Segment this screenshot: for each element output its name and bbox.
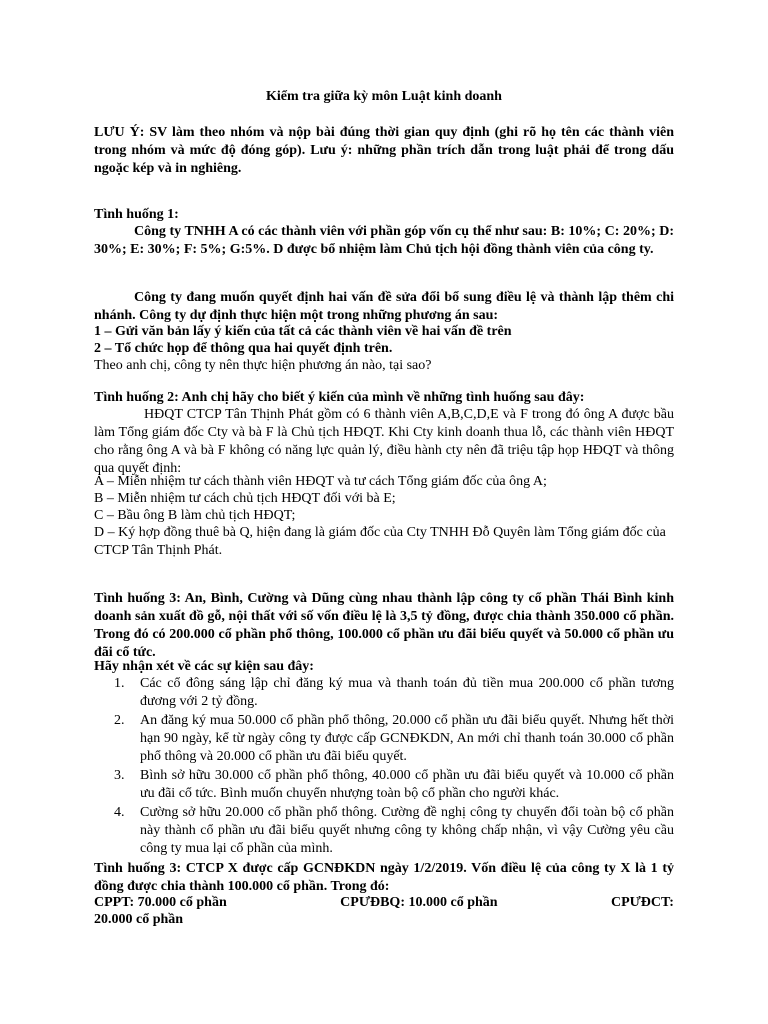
- list-item-text: Cường sở hữu 20.000 cổ phần phổ thông. Cường đề nghị công ty chuyển đổi toàn bộ cổ phần này thành cổ phần ưu đãi biểu quyết nhưng công ty không chấp nhận, vì vậy Cường yêu cầu công ty mua lại cổ phần của mình.: [140, 805, 674, 856]
- situation-1-paragraph-2: Công ty đang muốn quyết định hai vấn đề sửa đổi bổ sung điều lệ và thành lập thêm chi nhánh. Công ty dự định thực hiện một trong những phương án sau:: [94, 290, 674, 323]
- situation-2-item-d: D – Ký hợp đồng thuê bà Q, hiện đang là giám đốc của Cty TNHH Đỗ Quyên làm Tổng giám đốc của CTCP Tân Thịnh Phát.: [94, 525, 666, 558]
- situation-3-prompt: Hãy nhận xét về các sự kiện sau đây:: [94, 659, 314, 674]
- page-title: Kiểm tra giữa kỳ môn Luật kinh doanh: [266, 89, 502, 104]
- list-item: [94, 675, 674, 711]
- list-item-number: 3.: [114, 768, 125, 783]
- list-item-text: An đăng ký mua 50.000 cổ phần phổ thông, 20.000 cổ phần ưu đãi biểu quyết. Nhưng hết thời hạn 90 ngày, kể từ ngày công ty được cấp GCNĐKDN, An mới chỉ thanh toán 30.000 cổ phần phổ thông và 20.000 cổ phần ưu đãi biểu quyết.: [140, 713, 674, 764]
- list-item: [94, 767, 674, 803]
- situation-1-question: Theo anh chị, công ty nên thực hiện phương án nào, tại sao?: [94, 358, 432, 373]
- list-item-number: 2.: [114, 713, 125, 728]
- situation-2-heading: Tình huống 2: Anh chị hãy cho biết ý kiến của mình về những tình huống sau đây:: [94, 390, 585, 405]
- list-item: [94, 804, 674, 858]
- situation-2-item-a: A – Miễn nhiệm tư cách thành viên HĐQT và tư cách Tổng giám đốc của ông A;: [94, 474, 547, 489]
- situation-2-item-b: B – Miễn nhiệm tư cách chủ tịch HĐQT đối với bà E;: [94, 491, 396, 506]
- situation-1-option-1: 1 – Gửi văn bản lấy ý kiến của tất cả các thành viên về hai vấn đề trên: [94, 324, 512, 339]
- situation-4-paragraph: Tình huống 3: CTCP X được cấp GCNĐKDN ngày 1/2/2019. Vốn điều lệ của công ty X là 1 tỷ đồng được chia thành 100.000 cổ phần. Trong đó:: [94, 861, 674, 894]
- list-item-text: Các cổ đông sáng lập chỉ đăng ký mua và thanh toán đủ tiền mua 200.000 cổ phần tương đương với 2 tỷ đồng.: [140, 676, 674, 709]
- situation-1-heading: Tình huống 1:: [94, 207, 179, 222]
- list-item-number: 1.: [114, 676, 125, 691]
- list-item-text: Bình sở hữu 30.000 cổ phần phổ thông, 40.000 cổ phần ưu đãi biểu quyết và 10.000 cổ phần ưu đãi cổ tức. Bình muốn chuyển nhượng toàn bộ cổ phần cho người khác.: [140, 768, 674, 801]
- list-item: [94, 712, 674, 766]
- cpudbq-value: CPƯĐBQ: 10.000 cổ phần: [340, 895, 498, 910]
- note-paragraph: LƯU Ý: SV làm theo nhóm và nộp bài đúng thời gian quy định (ghi rõ họ tên các thành viên trong nhóm và mức độ đóng góp). Lưu ý: những phần trích dẫn trong luật phải để trong dấu ngoặc kép và in nghiêng.: [94, 125, 674, 176]
- list-item-number: 4.: [114, 805, 125, 820]
- cppt-value: CPPT: 70.000 cổ phần: [94, 895, 227, 910]
- situation-1-paragraph-1: Công ty TNHH A có các thành viên với phần góp vốn cụ thể như sau: B: 10%; C: 20%; D: 30%; E: 30%; F: 5%; G:5%. D được bổ nhiệm làm Chủ tịch hội đồng thành viên của công ty.: [94, 224, 674, 257]
- situation-3-list: [94, 675, 674, 859]
- situation-3-paragraph: Tình huống 3: An, Bình, Cường và Dũng cùng nhau thành lập công ty cổ phần Thái Bình kinh doanh sản xuất đồ gỗ, nội thất với số vốn điều lệ là 3,5 tỷ đồng, được chia thành 350.000 cổ phần. Trong đó có 200.000 cổ phần phổ thông, 100.000 cổ phần ưu đãi biểu quyết và 50.000 cổ phần ưu đãi cổ tức.: [94, 591, 674, 660]
- situation-2-paragraph: HĐQT CTCP Tân Thịnh Phát gồm có 6 thành viên A,B,C,D,E và F trong đó ông A được bầu làm Tổng giám đốc Cty và bà F là Chủ tịch HĐQT. Khi Cty kinh doanh thua lỗ, các thành viên HĐQT cho rằng ông A và bà F không có năng lực quản lý, điều hành cty nên đã triệu tập họp HĐQT và thông qua quyết định:: [94, 407, 674, 476]
- cpudct-label: CPƯĐCT:: [610, 895, 674, 910]
- share-breakdown-row: [94, 894, 674, 912]
- cpudct-value: 20.000 cổ phần: [94, 912, 184, 927]
- situation-2-item-c: C – Bầu ông B làm chủ tịch HĐQT;: [94, 508, 296, 523]
- situation-1-option-2: 2 – Tổ chức họp để thông qua hai quyết định trên.: [94, 341, 393, 356]
